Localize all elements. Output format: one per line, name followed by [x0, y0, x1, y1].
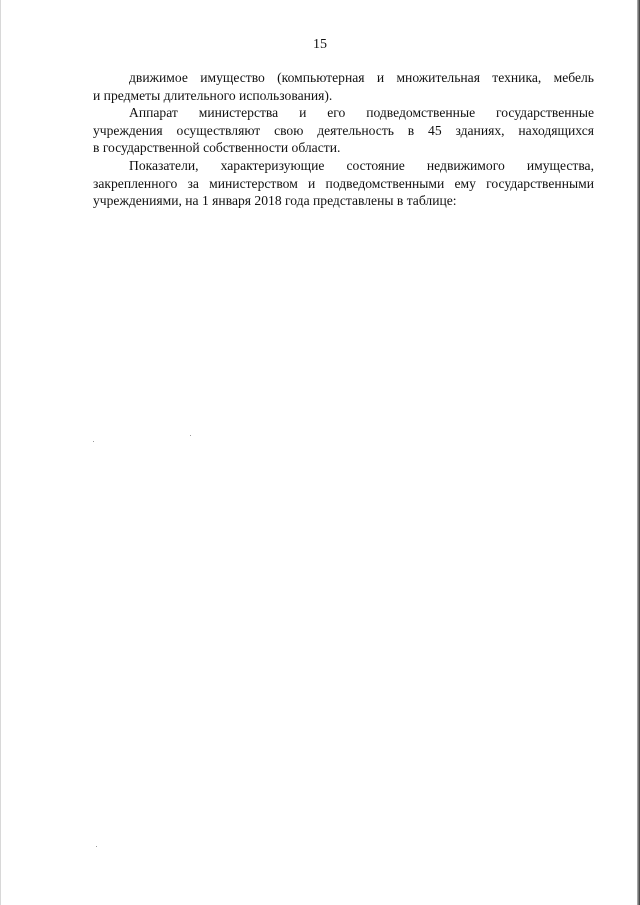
- text-line: и предметы длительного использования).: [93, 87, 333, 103]
- text-line: Аппарат министерства и его подведомственные государственные: [129, 105, 594, 121]
- text-line: учреждениями, на 1 января 2018 года представлены в таблице:: [93, 193, 457, 209]
- text-line: движимое имущество (компьютерная и множительная техника, мебель: [129, 70, 594, 85]
- text-line: учреждения осуществляют свою деятельность в 45 зданиях, находящихся: [93, 122, 594, 138]
- scan-speck: [96, 846, 97, 847]
- paragraph-3: [93, 157, 594, 210]
- scan-speck: [93, 441, 94, 442]
- scan-edge-left: [0, 0, 1, 905]
- scan-speck: [190, 435, 191, 436]
- page-number: 15: [313, 37, 327, 52]
- text-line: в государственной собственности области.: [93, 140, 341, 156]
- text-line: Показатели, характеризующие состояние недвижимого имущества,: [129, 157, 594, 173]
- paragraph-1: [93, 69, 594, 104]
- body-text: [93, 69, 594, 210]
- text-line: закрепленного за министерством и подведомственными ему государственными: [93, 175, 594, 191]
- paragraph-2: [93, 104, 594, 157]
